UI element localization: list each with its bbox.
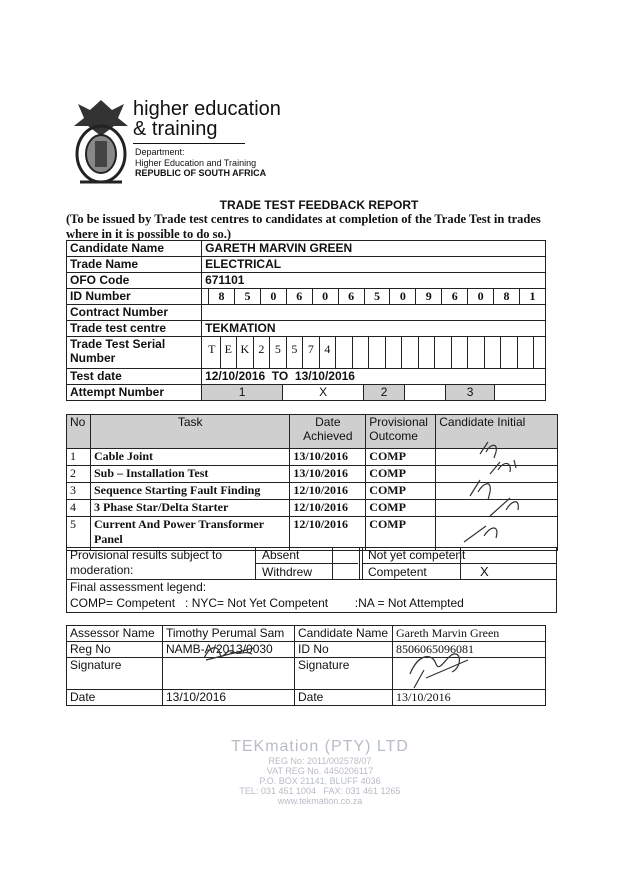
id-digit: 6 — [442, 289, 468, 305]
id-digit: 6 — [338, 289, 364, 305]
provisional-results-text: Provisional results subject to moderation: — [70, 548, 223, 577]
stamp-line2: REG No: 2011/002578/07 — [268, 756, 372, 766]
id-digit: 0 — [468, 289, 494, 305]
label-assessor-name: Assessor Name — [67, 626, 163, 642]
id-digit: 0 — [390, 289, 416, 305]
table-row: 3 Sequence Starting Fault Finding 12/10/2016 COMP — [67, 483, 558, 500]
label-cand-date: Date — [295, 690, 393, 706]
id-digit: 8 — [494, 289, 520, 305]
serial-char: K — [237, 337, 254, 368]
value-contract-number — [202, 305, 546, 321]
logo-line1: higher education — [133, 98, 281, 120]
coat-of-arms-logo — [70, 96, 132, 188]
id-digit: 8 — [209, 289, 235, 305]
serial-char: E — [221, 337, 238, 368]
serial-char: 2 — [254, 337, 271, 368]
label-test-centre: Trade test centre — [67, 321, 202, 337]
stamp-line6: www.tekmation.co.za — [277, 796, 363, 806]
col-outcome: Provisional Outcome — [366, 415, 436, 449]
country-name: REPUBLIC OF SOUTH AFRICA — [135, 168, 267, 178]
serial-char: 4 — [320, 337, 337, 368]
label-cand-signature: Signature — [295, 658, 393, 690]
label-assessor-date: Date — [67, 690, 163, 706]
table-row: 2 Sub – Installation Test 13/10/2016 COMP — [67, 466, 558, 483]
serial-boxes — [202, 337, 545, 368]
logo-underline — [133, 143, 245, 144]
id-digit: 0 — [260, 289, 286, 305]
logo-line2: & training — [133, 118, 218, 140]
label-test-date: Test date — [67, 369, 202, 385]
attempt-mark: X — [283, 385, 364, 400]
legend-title: Final assessment legend: — [70, 580, 207, 594]
report-title: TRADE TEST FEEDBACK REPORT — [219, 198, 419, 212]
attempt-3: 3 — [446, 385, 495, 400]
id-digit: 9 — [416, 289, 442, 305]
candidate-initials-signature — [460, 440, 540, 546]
withdrew-label: Withdrew — [262, 565, 313, 579]
id-digit: 5 — [364, 289, 390, 305]
company-stamp — [200, 738, 440, 806]
candidate-signature — [396, 644, 486, 692]
report-subtitle: (To be issued by Trade test centres to candidates at completion of the Trade Test in trades where in it is possible to do so.) — [66, 212, 541, 241]
label-assessor-signature: Signature — [67, 658, 163, 690]
label-id-no: ID No — [295, 642, 393, 658]
dept-label: Department: — [135, 147, 185, 157]
col-initial: Candidate Initial — [436, 415, 558, 449]
stamp-line3: VAT REG No. 4450206117 — [266, 766, 374, 776]
attempt-1: 1 — [202, 385, 283, 400]
value-candidate-name: GARETH MARVIN GREEN — [202, 241, 546, 257]
competent-mark: X — [480, 564, 489, 579]
value-cand-date: 13/10/2016 — [393, 690, 546, 706]
stamp-line4: P.O. BOX 21141, BLUFF 4036 — [259, 776, 381, 786]
value-id-no: 8506065096081 — [393, 642, 546, 658]
stamp-line5: TEL: 031 451 1004 FAX: 031 461 1265 — [239, 786, 401, 796]
label-trade-name: Trade Name — [67, 257, 202, 273]
label-ofo-code: OFO Code — [67, 273, 202, 289]
serial-char: 5 — [287, 337, 304, 368]
id-digit: 0 — [312, 289, 338, 305]
attempt-2: 2 — [364, 385, 405, 400]
label-cand-name: Candidate Name — [295, 626, 393, 642]
value-reg-no: NAMB-A/2013/0030 — [163, 642, 295, 658]
id-digit: 6 — [286, 289, 312, 305]
serial-empty — [435, 337, 452, 368]
table-row: 5 Current And Power Transformer Panel 12/10/2016 COMP — [67, 517, 558, 551]
candidate-details-table — [66, 240, 546, 401]
serial-char: 5 — [270, 337, 287, 368]
label-candidate-name: Candidate Name — [67, 241, 202, 257]
serial-empty — [419, 337, 436, 368]
serial-empty — [369, 337, 386, 368]
serial-empty — [518, 337, 535, 368]
serial-empty — [386, 337, 403, 368]
col-date: Date Achieved — [290, 415, 366, 449]
serial-empty — [402, 337, 419, 368]
value-test-centre: TEKMATION — [202, 321, 546, 337]
serial-empty — [336, 337, 353, 368]
value-test-date: 12/10/2016 TO 13/10/2016 — [202, 369, 546, 385]
value-ofo-code: 671101 — [202, 273, 546, 289]
label-serial-number: Trade Test Serial Number — [67, 337, 202, 369]
dept-name: Higher Education and Training — [135, 158, 257, 168]
id-digit: 1 — [519, 289, 545, 305]
serial-empty — [468, 337, 485, 368]
value-assessor-date: 13/10/2016 — [163, 690, 295, 706]
serial-empty — [501, 337, 518, 368]
attempt-row — [202, 385, 545, 400]
assessor-signature — [200, 640, 260, 668]
table-row: 1 Cable Joint 13/10/2016 COMP — [67, 449, 558, 466]
label-reg-no: Reg No — [67, 642, 163, 658]
value-cand-name: Gareth Marvin Green — [393, 626, 546, 642]
serial-empty — [485, 337, 502, 368]
absent-label: Absent — [262, 548, 300, 562]
id-digit: 5 — [234, 289, 260, 305]
label-id-number: ID Number — [67, 289, 202, 305]
value-trade-name: ELECTRICAL — [202, 257, 546, 273]
col-task: Task — [90, 415, 289, 449]
label-attempt-number: Attempt Number — [67, 385, 202, 401]
value-assessor-name: Timothy Perumal Sam — [163, 626, 295, 642]
not-yet-competent-label: Not yet competent — [368, 548, 466, 562]
label-contract-number: Contract Number — [67, 305, 202, 321]
serial-empty — [452, 337, 469, 368]
col-no: No — [67, 415, 91, 449]
serial-char: T — [204, 337, 221, 368]
competent-label: Competent — [368, 565, 427, 579]
stamp-line1: TEKmation (PTY) LTD — [231, 738, 409, 755]
legend-text: COMP= Competent : NYC= Not Yet Competent :NA = Not Attempted — [70, 596, 464, 610]
table-row: 4 3 Phase Star/Delta Starter 12/10/2016 COMP — [67, 500, 558, 517]
serial-char: 7 — [303, 337, 320, 368]
serial-empty — [353, 337, 370, 368]
